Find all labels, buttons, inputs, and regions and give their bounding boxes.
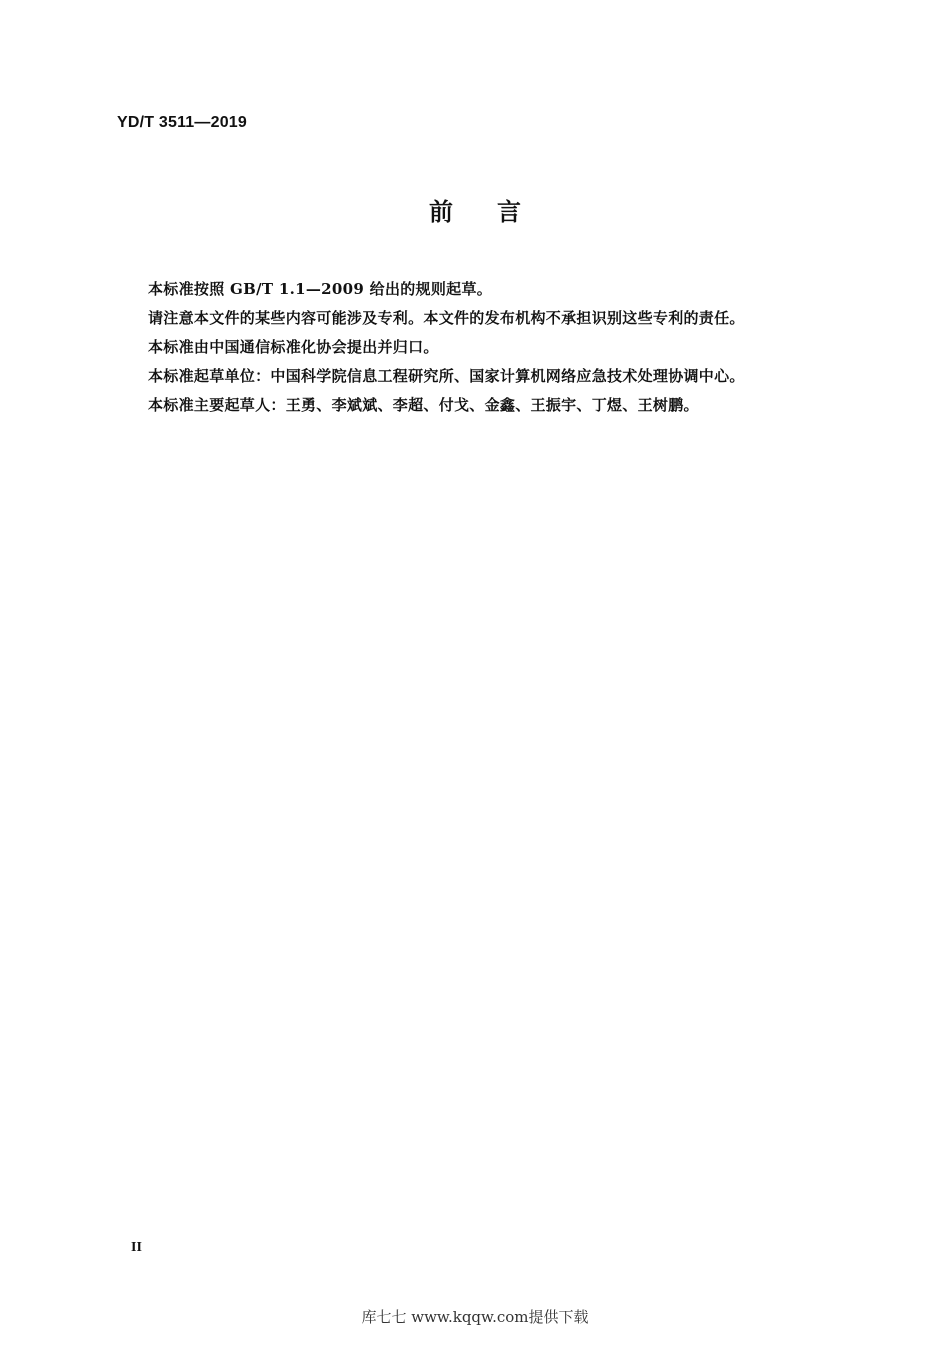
- page-title: 前言: [429, 198, 565, 226]
- footer-watermark: 库七七 www.kqqw.com提供下载: [361, 1308, 589, 1326]
- paragraph-patent-notice: 请注意本文件的某些内容可能涉及专利。本文件的发布机构不承担识别这些专利的责任。: [148, 309, 745, 327]
- paragraph-drafting-rules: 本标准按照 GB/T 1.1—2009 给出的规则起草。: [148, 280, 493, 298]
- paragraph-drafters: 本标准主要起草人：王勇、李斌斌、李超、付戈、金鑫、王振宇、丁煜、王树鹏。: [148, 396, 699, 414]
- standard-code: YD/T 3511—2019: [117, 114, 247, 131]
- paragraph-drafting-units: 本标准起草单位：中国科学院信息工程研究所、国家计算机网络应急技术处理协调中心。: [148, 367, 745, 385]
- page-number: II: [131, 1240, 142, 1255]
- foreword-body: [148, 275, 848, 420]
- paragraph-proposer: 本标准由中国通信标准化协会提出并归口。: [148, 338, 439, 356]
